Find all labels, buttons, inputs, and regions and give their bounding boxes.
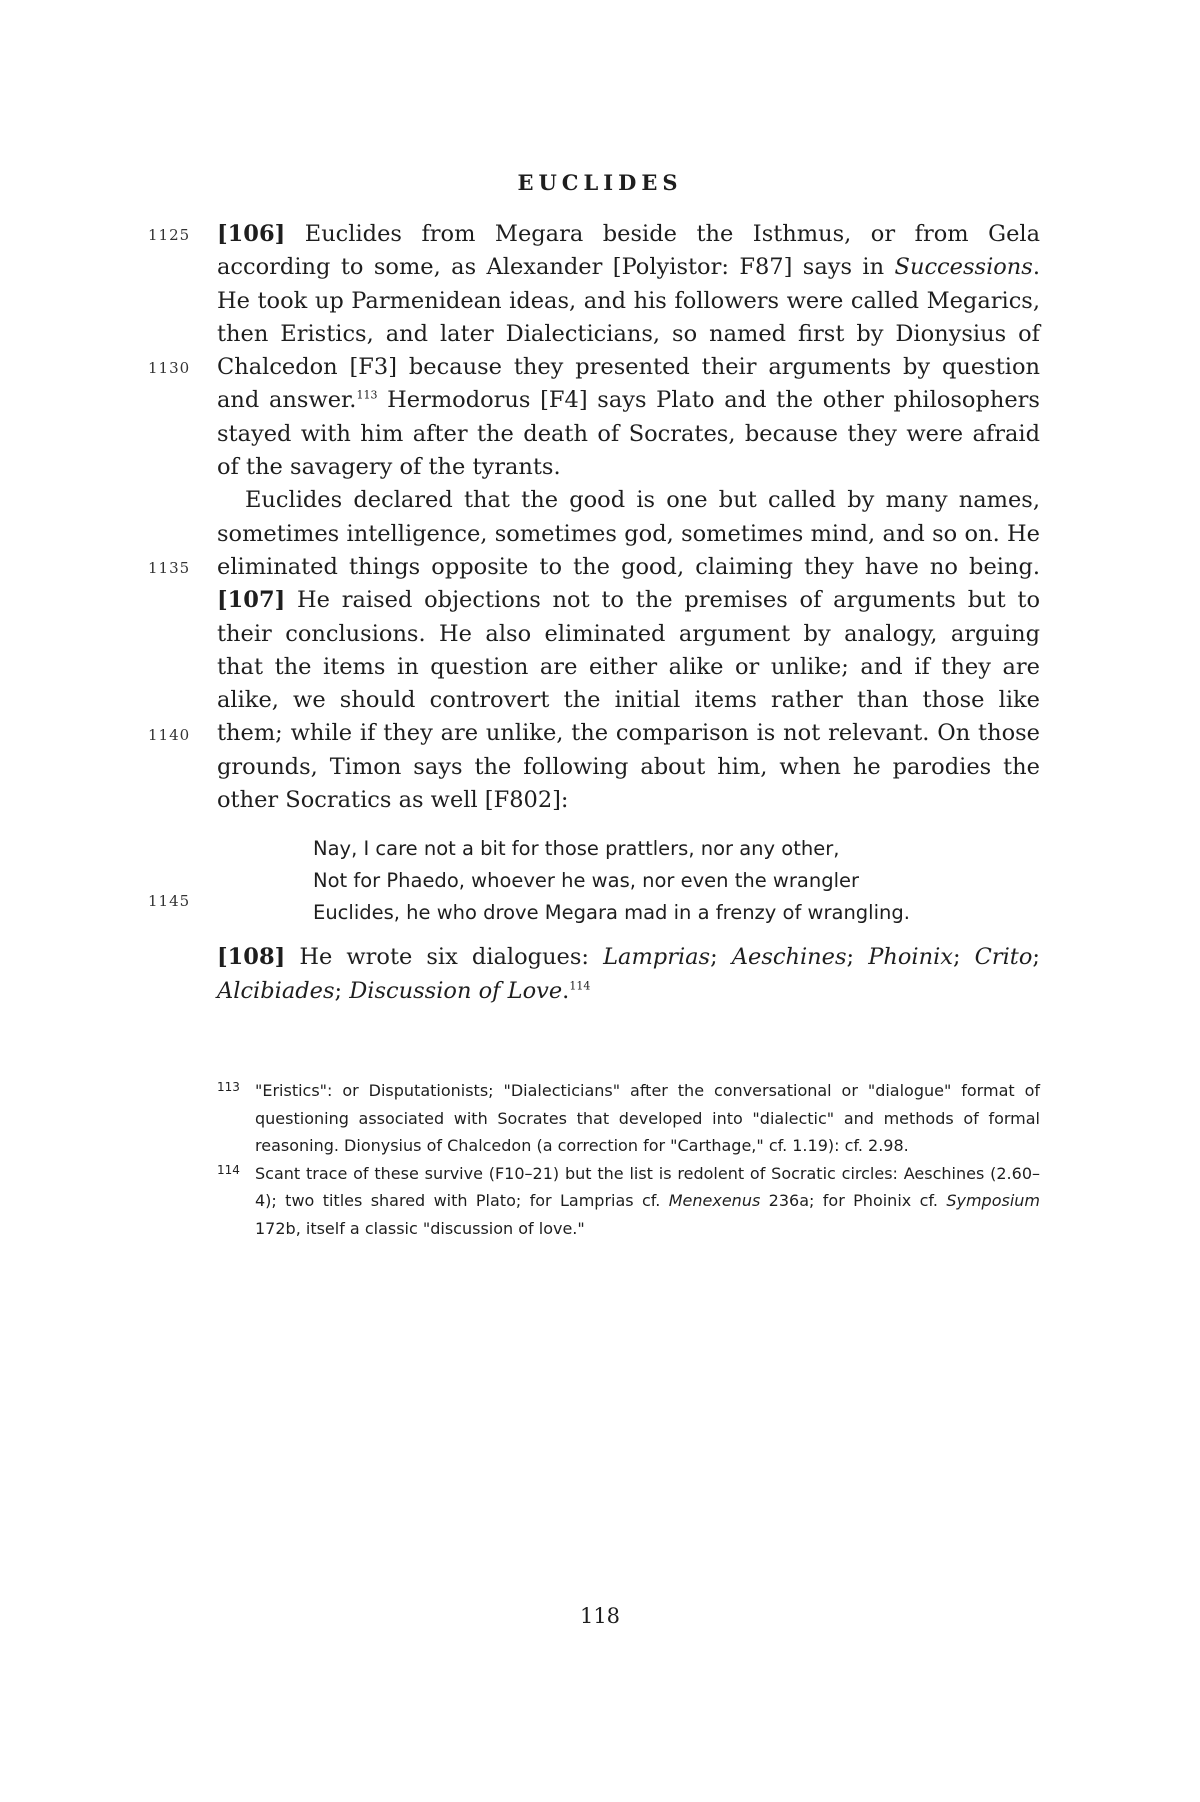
running-head: EUCLIDES	[517, 170, 683, 195]
dialogue-title: Phoinix	[868, 944, 953, 970]
footnote-114	[217, 1160, 1040, 1243]
separator: ;	[1032, 944, 1040, 970]
text-span: Hermodorus [F4] says Plato and the other philosophers stayed with him after the death of Socrates, because they were afraid of the savagery of the tyrants.	[217, 387, 1040, 481]
dialogue-title: Aeschines	[731, 944, 847, 970]
verse-line: Nay, I care not a bit for those prattlers, nor any other,	[313, 837, 840, 860]
dialogue-title: Alcibiades	[217, 978, 335, 1004]
line-number-1145: 1145	[148, 892, 191, 910]
text-span: .	[562, 978, 570, 1004]
text-span: He wrote six dialogues:	[285, 944, 604, 970]
dialogue-title: Discussion of Love	[349, 978, 563, 1004]
footnote-text	[255, 1160, 1040, 1243]
title-menexenus: Menexenus	[668, 1191, 761, 1210]
footnote-ref-114[interactable]: 114	[569, 979, 591, 993]
line-number-1125: 1125	[148, 226, 191, 244]
separator: ;	[846, 944, 869, 970]
paragraph-108	[217, 940, 1040, 1008]
line-number-1135: 1135	[148, 559, 191, 577]
text-span: Scant trace of these survive (F10–21) but the list is redolent of Socratic circles: Aeschines (2.60–4); two titles shared with Plato; for Lamprias cf.	[255, 1163, 1040, 1210]
dialogue-title: Crito	[974, 944, 1033, 970]
footnote-number: 114	[217, 1162, 240, 1177]
footnote-ref-113[interactable]: 113	[356, 388, 378, 402]
separator: ;	[710, 944, 732, 970]
line-number-1140: 1140	[148, 726, 191, 744]
title-symposium: Symposium	[946, 1191, 1041, 1210]
verse-quote	[313, 833, 910, 929]
line-number-1130: 1130	[148, 359, 191, 377]
paragraph-euclides-good	[217, 484, 1040, 817]
separator: ;	[952, 944, 975, 970]
text-span: He raised objections not to the premises of arguments but to their conclusions. He also eliminated argument by analogy, arguing that the items in question are either alike or unlike; and if they are alike, we should controvert the initial items rather than those like them; while if they are unlike, the comparison is not relevant. On those grounds, Timon says the following about him, when he parodies the other Socratics as well [F802]:	[217, 587, 1040, 814]
dialogue-title: Lamprias	[603, 944, 711, 970]
footnote-number: 113	[217, 1080, 240, 1094]
footnote-113	[217, 1077, 1040, 1160]
footnote-text: "Eristics": or Disputationists; "Dialecticians" after the conversational or "dialogue" format of questioning associated with Socrates that developed into "dialectic" and methods of formal reasoning. Dionysius of Chalcedon (a correction for "Carthage," cf. 1.19): cf. 2.98.	[255, 1081, 1040, 1155]
verse-line: Not for Phaedo, whoever he was, nor even the wrangler	[313, 869, 860, 892]
section-marker-108: [108]	[217, 944, 286, 970]
separator: ;	[334, 978, 350, 1004]
section-marker-107: [107]	[217, 587, 286, 614]
verse-line: Euclides, he who drove Megara mad in a frenzy of wrangling.	[313, 901, 910, 924]
text-span: . He took up Parmenidean ideas, and his followers were called Megarics, then Eristics, and later Dialecticians, so named first by Dionysius of Chalcedon [F3] because they presented their arguments by question and answer.	[217, 254, 1040, 414]
title-successions: Successions	[894, 254, 1033, 281]
text-span: 236a; for Phoinix cf.	[760, 1191, 947, 1210]
text-span: Euclides declared that the good is one but called by many names, sometimes intelligence, sometimes god, sometimes mind, and so on. He eliminated things opposite to the good, claiming they have no being.	[217, 487, 1040, 580]
footnotes	[217, 1077, 1040, 1242]
text-span: 172b, itself a classic "discussion of love."	[255, 1218, 585, 1238]
text-span: Euclides from Megara beside the Isthmus, or from Gela according to some, as Alexander [Polyistor: F87] says in	[217, 221, 1040, 281]
main-text	[217, 218, 1040, 817]
page-number: 118	[579, 1604, 621, 1628]
section-marker-106: [106]	[217, 221, 286, 247]
paragraph-106	[217, 218, 1040, 484]
